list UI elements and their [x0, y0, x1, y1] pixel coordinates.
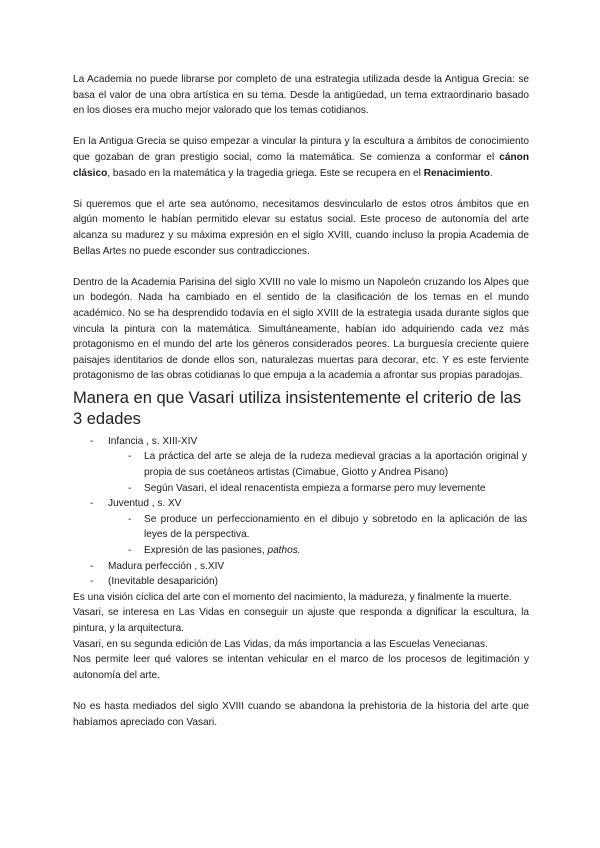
- paragraph-vision-ciclica: Es una visión cíclica del arte con el momento del nacimiento, la madureza, y finalmente la muerte.: [73, 591, 512, 603]
- list-item-juventud: - Juventud , s. XV: [73, 496, 529, 512]
- section-heading: Manera en que Vasari utiliza insistentemente el criterio de las 3 edades: [73, 388, 522, 428]
- paragraph-valores: Nos permite leer qué valores se intentan vehicular en el marco de los procesos de legitimación y autonomía del arte.: [73, 654, 529, 681]
- bold-canon-clasico: cánon clásico: [73, 151, 529, 179]
- list-item-madura: - Madura perfección , s.XIV: [73, 559, 529, 575]
- paragraph-siglo-xviii: No es hasta mediados del siglo XVIII cuando se abandona la prehistoria de la historia del arte que habíamos apreciado con Vasari.: [73, 700, 529, 728]
- paragraph-vasari-vidas: Vasari, se interesa en Las Vidas en conseguir un ajuste que responda a dignificar la escultura, la pintura, y la arquitectura.: [73, 607, 529, 634]
- text-run: En la Antigua Grecia se quiso empezar a vincular la pintura y la escultura a ámbitos de conocimiento que gozaban de gran prestigio social, como la matemática. Se comienza a conformar el: [73, 136, 529, 163]
- sub-item-juventud-1: - Se produce un perfeccionamiento en el dibujo y sobretodo en la aplicación de las leyes de la perspectiva.: [73, 512, 529, 543]
- paragraph-autonomia: Si queremos que el arte sea autónomo, necesitamos desvincularlo de estos otros ámbitos que en algún momento le habían permitido elevar su estatus social. Este proceso de autonomía del arte alcanza su madurez y su máxima expresión en el siglo XVIII, cuando incluso la propia Academia de Bellas Artes no puede esconder sus contradicciones.: [73, 198, 529, 257]
- text-run: .: [489, 167, 493, 179]
- bold-renacimiento: Renacimiento: [423, 167, 490, 179]
- list-item-inevitable: - (Inevitable desaparición): [73, 574, 529, 590]
- paragraph-academia-parisina: Dentro de la Academia Parisina del siglo XVIII no vale lo mismo un Napoleón cruzando los Alpes que un bodegón. Nada ha cambiado en el sentido de la clasificación de los temas en el mundo académico. No se ha desprendido todavía en el siglo XVIII de la estrategia usada durante siglos que vincula la pintura con la matemática. Simultáneamente, habían ido adquiriendo cada vez más protagonismo en el mundo del arte los géneros considerados peores. La burguesía creciente quiere paisajes identitarios de donde ellos son, naturalezas muertas para decorar, etc. Y es este ferviente protagonismo de las obras cotidianas lo que empuja a la academia a afrontar sus propias paradojas.: [73, 276, 529, 382]
- list-item-infancia: - Infancia , s. XIII-XIV: [73, 434, 529, 450]
- italic-pathos: pathos.: [267, 545, 301, 557]
- text-run: , basado en la matemática y la tragedia griega. Este se recupera en el: [107, 167, 424, 179]
- edades-list: [73, 434, 529, 590]
- paragraph-academia: La Academia no puede librarse por completo de una estrategia utilizada desde la Antigua Grecia: se basa el valor de una obra artística en su tema. Desde la antigüedad, un tema extraordinario basado en los dioses era mucho mejor valorado que los temas cotidianos.: [73, 74, 529, 117]
- document-page: [73, 72, 529, 730]
- paragraph-antigua-grecia: [73, 134, 529, 181]
- sub-item-infancia-1: - La práctica del arte se aleja de la rudeza medieval gracias a la aportación original y propia de sus coetáneos artistas (Cimabue, Giotto y Andrea Pisano): [73, 449, 529, 480]
- paragraph-vasari-segunda-edicion: Vasari, en su segunda edición de Las Vidas, da más importancia a las Escuelas Venecianas.: [73, 638, 488, 650]
- sub-item-juventud-2: [73, 543, 529, 559]
- text-run: Expresión de las pasiones,: [144, 545, 268, 557]
- sub-item-infancia-2: - Según Vasari, el ideal renacentista empieza a formarse pero muy levemente: [73, 481, 529, 497]
